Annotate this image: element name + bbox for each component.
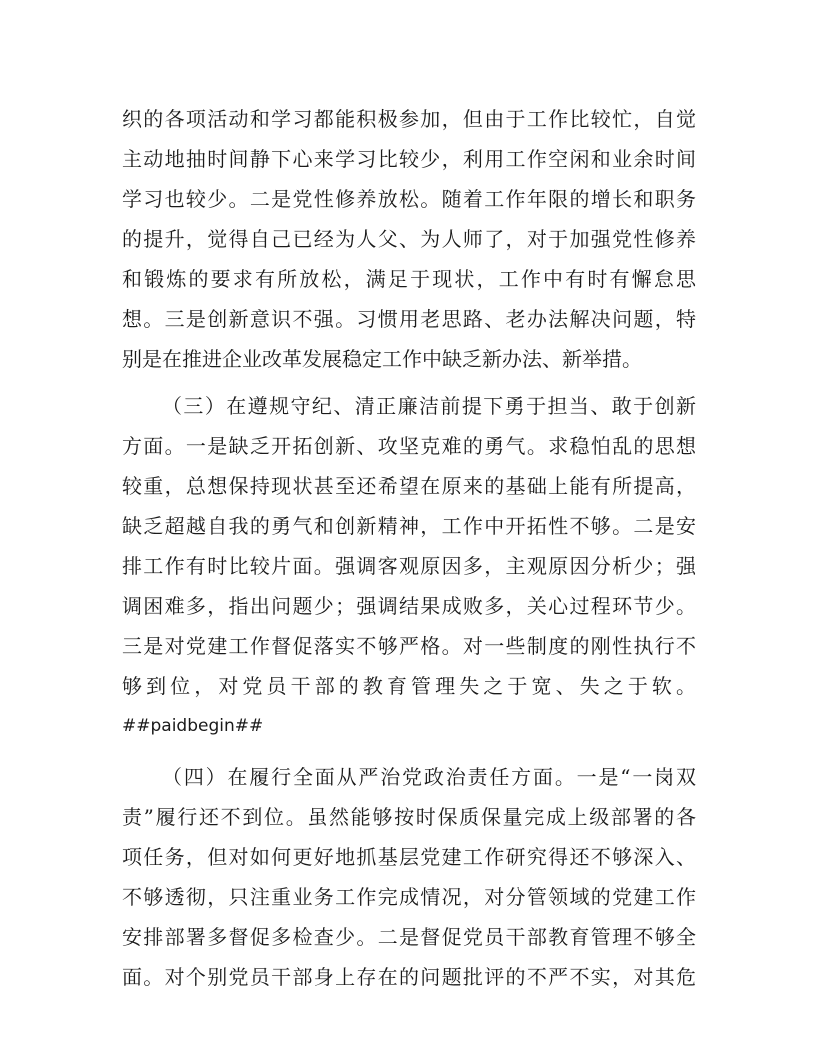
paragraph-continuation: [122, 99, 696, 379]
text-line: 安排部署多督促多检查少。二是督促党员干部教育管理不够全: [122, 925, 696, 949]
text-line: 方面。一是缺乏开拓创新、攻坚克难的勇气。求稳怕乱的思想: [122, 434, 696, 458]
text-line: 想。三是创新意识不强。习惯用老思路、老办法解决问题，特: [122, 307, 696, 331]
text-line: 较重，总想保持现状甚至还希望在原来的基础上能有所提高，: [122, 474, 696, 498]
text-line: 排工作有时比较片面。强调客观原因多，主观原因分析少；强: [122, 554, 696, 578]
text-line: 三是对党建工作督促落实不够严格。对一些制度的刚性执行不: [122, 634, 696, 658]
text-line: 和锻炼的要求有所放松，满足于现状，工作中有时有懈怠思: [122, 267, 696, 291]
text-line: 别是在推进企业改革发展稳定工作中缺乏新办法、新举措。: [122, 347, 642, 371]
text-line: （四）在履行全面从严治党政治责任方面。一是“一岗双: [162, 765, 696, 789]
text-line: 学习也较少。二是党性修养放松。随着工作年限的增长和职务: [122, 187, 696, 211]
text-line: （三）在遵规守纪、清正廉洁前提下勇于担当、敢于创新: [162, 394, 696, 418]
text-line: 缺乏超越自我的勇气和创新精神，工作中开拓性不够。二是安: [122, 514, 696, 538]
paragraph-section-three: [122, 386, 696, 746]
text-line: 主动地抽时间静下心来学习比较少，利用工作空闲和业余时间: [122, 147, 696, 171]
text-line: 责”履行还不到位。虽然能够按时保质保量完成上级部署的各: [122, 805, 696, 829]
text-line: 调困难多，指出问题少；强调结果成败多，关心过程环节少。: [122, 594, 696, 618]
text-line: 面。对个别党员干部身上存在的问题批评的不严不实，对其危: [122, 965, 696, 989]
paid-begin-marker: ##paidbegin##: [122, 716, 264, 736]
text-line: 不够透彻，只注重业务工作完成情况，对分管领域的党建工作: [122, 885, 696, 909]
text-line: 的提升，觉得自己已经为人父、为人师了，对于加强党性修养: [122, 227, 696, 251]
text-line: 够到位，对党员干部的教育管理失之于宽、失之于软。: [122, 674, 696, 698]
paragraph-section-four: [122, 757, 696, 997]
text-line: 织的各项活动和学习都能积极参加，但由于工作比较忙，自觉: [122, 107, 696, 131]
text-line: 项任务，但对如何更好地抓基层党建工作研究得还不够深入、: [122, 845, 696, 869]
